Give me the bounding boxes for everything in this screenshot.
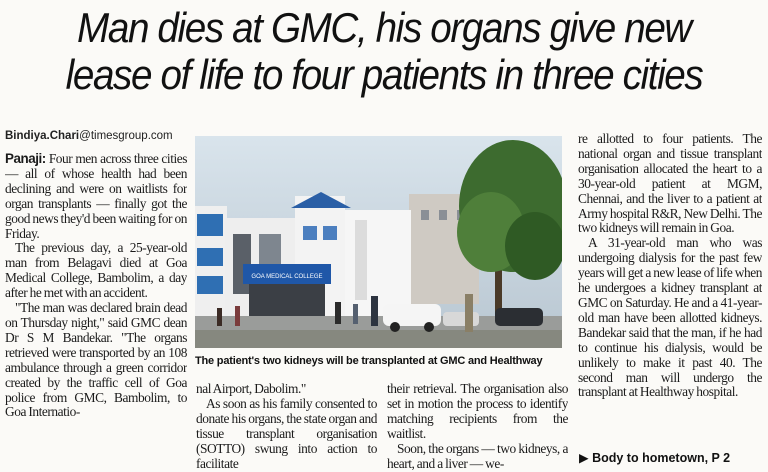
article-column-3 <box>387 382 568 472</box>
byline-domain: @timesgroup.com <box>79 130 173 142</box>
paragraph: re allotted to four patients. The national organ and tissue transplant organisation allocated the heart to a 30-year-old patient at MGM, Chennai, and the liver to a patient at Army hospital R&R, New Delhi. The two kidneys will remain in Goa. <box>578 132 762 236</box>
paragraph: A 31-year-old man who was undergoing dialysis for the past few years will get a new lease of life when he undergoes a kidney transplant at GMC on Saturday. He and a 41-year-old man have been allotted kidneys. Bandekar said that the man, if he had to continue his dialysis, would be unlikely to make it past 40. The second man will undergo the transplant at Healthway hospital. <box>578 235 762 400</box>
paragraph: The previous day, a 25-year-old man from Belagavi died at Goa Medical College, Bambolim, a day after he met with an accident. <box>5 240 187 301</box>
paragraph: nal Airport, Dabolim." <box>196 382 306 396</box>
dateline: Panaji: <box>5 152 46 166</box>
byline <box>5 130 173 142</box>
paragraph: "The man was declared brain dead on Thursday night," said GMC dean Dr S M Bandekar. "The organs retrieved were transported by an 108 ambulance through a green corridor created by the traffic cell of Goa police from GMC, Bambolim, to Goa Internatio- <box>5 300 187 420</box>
paragraph <box>5 152 187 241</box>
building-sign: GOA MEDICAL COLLEGE <box>251 274 323 280</box>
paragraph-text: Four men across three cities — all of whose health had been declining and were on waitlists for organ transplants — finally got the good news they'd been waiting for on Friday. <box>5 152 187 241</box>
article-column-1 <box>5 152 187 470</box>
continued-link[interactable]: ▶ Body to hometown, P 2 <box>579 451 731 465</box>
photo-caption: The patient's two kidneys will be transplanted at GMC and Healthway <box>195 355 543 367</box>
paragraph: Soon, the organs — two kidneys, a heart, and a liver — we- <box>387 440 568 471</box>
paragraph: their retrieval. The organisation also set in motion the process to identify matching recipients from the waitlist. <box>387 382 568 441</box>
article-column-2 <box>196 382 377 472</box>
paragraph: As soon as his family consented to donate his organs, the state organ and tissue transplant organisation (SOTTO) swung into action to facilitate <box>196 395 377 471</box>
article-column-4 <box>578 132 762 432</box>
byline-name: Bindiya.Chari <box>5 130 80 142</box>
news-photo-gmc-building <box>195 136 562 348</box>
headline: Man dies at GMC, his organs give new lease of life to four patients in three cities <box>65 4 703 98</box>
